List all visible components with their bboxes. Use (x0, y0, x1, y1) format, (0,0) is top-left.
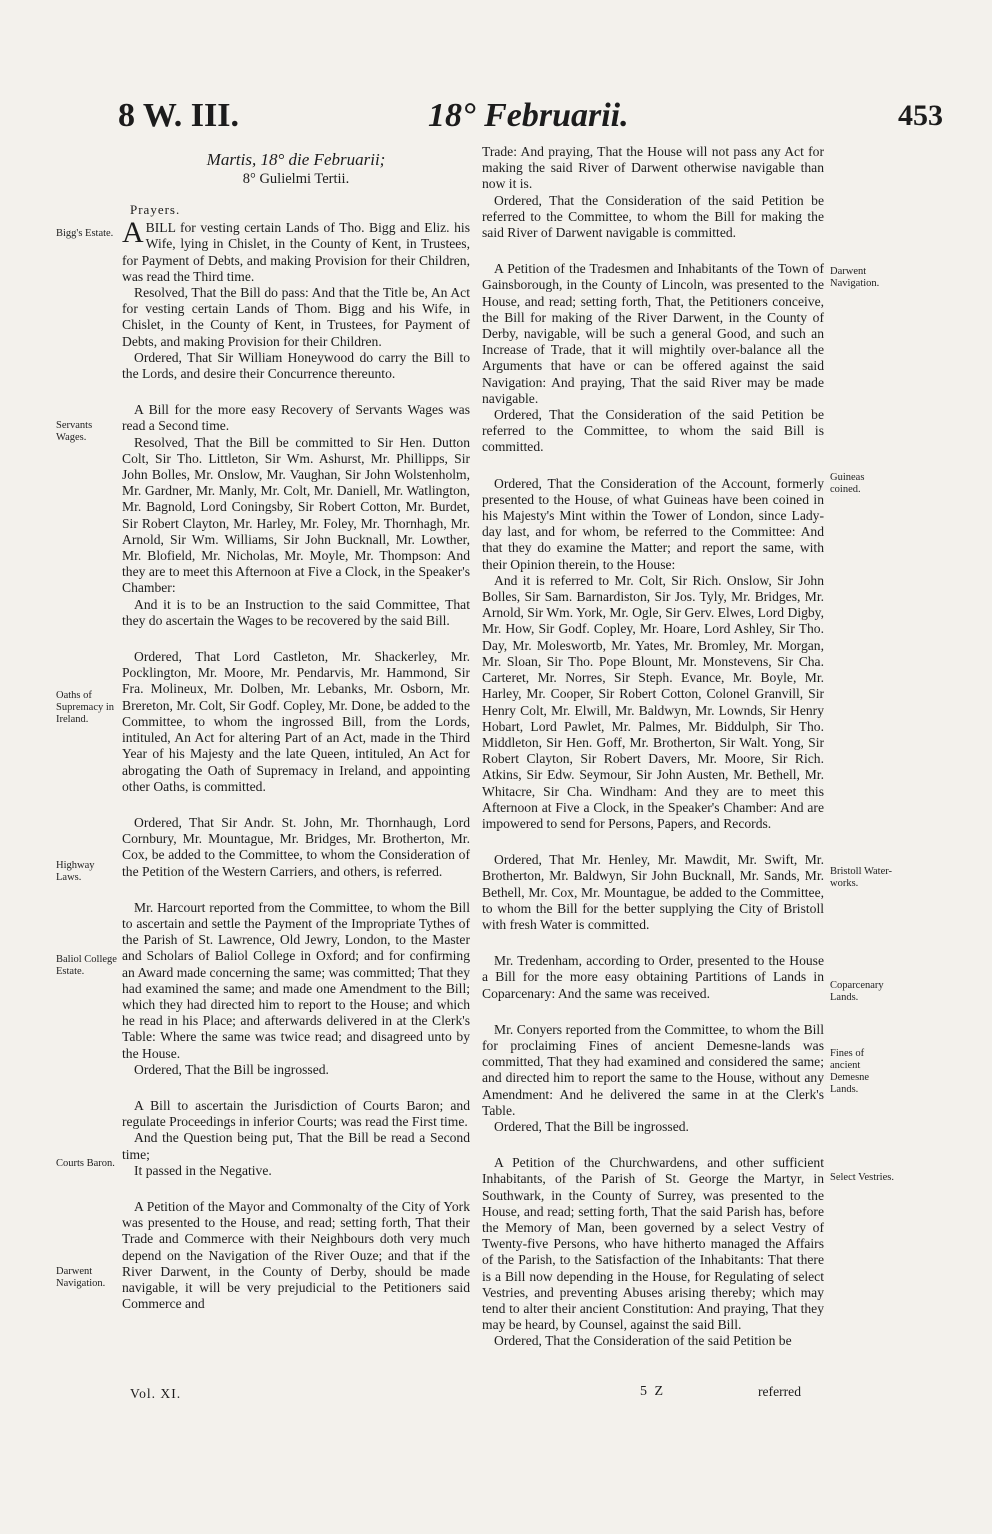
prayers-heading: Prayers. (130, 202, 181, 217)
volume-mark: Vol. XI. (130, 1386, 182, 1401)
paragraph: Ordered, That Sir William Honeywood do carry the Bill to the Lords, and desire their Concurrence thereunto. (122, 349, 470, 382)
paragraph: Ordered, That the Consideration of the said Petition be (494, 1333, 792, 1349)
running-head-date (428, 96, 629, 136)
margin-note-biggs-estate: Bigg's Estate. (56, 228, 114, 239)
reign-line: 8° Gulielmi Tertii. (242, 171, 350, 187)
paragraph: Ordered, That the Consideration of the Account, formerly presented to the House, of what Guineas have been coined in his Majesty's Mint within the Tower of London, since Lady-day last, and for whom, be referred to the Committee: And that they do examine the Matter; and report the same, with their Opinion therein, to the House: (482, 475, 824, 572)
margin-note-baliol: Baliol College Estate. (56, 954, 117, 977)
paragraph: And it is to be an Instruction to the said Committee, That they do ascertain the Wages to be recovered by the said Bill. (122, 596, 470, 628)
paragraph: Mr. Harcourt reported from the Committee, to whom the Bill to ascertain and settle the Payment of the Impropriate Tythes of the Parish of St. Lawrence, Old Jewry, London, to the Master and Scholars of Baliol College in Oxford; and for confirming an Award made concerning the same; was committed; That they had examined the same; and made one Amendment to the Bill; which they had directed him to report to the House; and which he read in his Place; and afterwards delivered in at the Clerk's Table: Where the same was twice read; and disagreed unto by the House. (122, 899, 470, 1061)
margin-note-bristoll: Bristoll Water-works. (830, 866, 893, 889)
margin-note-highway: Highway Laws. (56, 860, 95, 883)
paragraph: Ordered, That the Bill be ingrossed. (494, 1118, 689, 1134)
margin-note-vestries: Select Vestries. (830, 1172, 894, 1183)
margin-note-darwent-left: Darwent Navigation. (56, 1266, 106, 1289)
paragraph: Mr. Conyers reported from the Committee, to whom the Bill for proclaiming Fines of ancient Demesne-lands was committed, That they had examined and considered the same; and directed him to report the same to the House, without any Amendment: And he delivered the same in at the Clerk's Table. (482, 1021, 824, 1118)
running-head-date-text: 18° Februarii. (428, 97, 629, 134)
margin-note-servants-wages: Servants Wages. (56, 420, 93, 443)
paragraph: Ordered, That Mr. Henley, Mr. Mawdit, Mr. Swift, Mr. Brotherton, Mr. Baldwyn, Sir John Bucknall, Mr. Sands, Mr. Bethell, Mr. Cox, Mr. Mountague, be added to the Committee, to whom the Bill for the better supplying the City of Bristoll with fresh Water is committed. (482, 852, 824, 932)
paragraph: Resolved, That the Bill do pass: And that the Title be, An Act for vesting certain Lands of Thom. Bigg and his Wife, in Chislet, in the County of Kent, in Trustees, for Payment of Debts, and making Provision for their Children. (122, 285, 470, 349)
paragraph: Ordered, That the Bill be ingrossed. (134, 1061, 329, 1077)
margin-note-darwent-right: Darwent Navigation. (830, 266, 880, 289)
sitting-date: Martis, 18° die Februarii; (206, 150, 386, 169)
paragraph: ABILL for vesting certain Lands of Tho. Bigg and Eliz. his Wife, lying in Chislet, in the County of Kent, in Trustees, for Payment of Debts, and making Provision for their Children, was read the Third time. (122, 216, 470, 284)
margin-note-guineas: Guineas coined. (830, 472, 865, 495)
running-head-regnal-year: 8 W. III. (118, 97, 239, 134)
paragraph: A Petition of the Churchwardens, and other sufficient Inhabitants, of the Parish of St. George the Martyr, in Southwark, in the County of Surrey, was presented to the House, and read; setting forth, That the said Parish has, before the Memory of Man, been governed by a select Vestry of Twenty-five Persons, who have hitherto managed the Affairs of the Parish, to the Satisfaction of the Inhabitants: That there is a Bill now depending in the House, for Regulating of select Vestries, and preventing Abuses arising thereby; which may tend to alter their ancient Constitution: And praying, That they may be heard, by Counsel, against the said Bill. (482, 1155, 824, 1333)
paragraph: And the Question being put, That the Bill be read a Second time; (122, 1130, 470, 1162)
paragraph: A Bill for the more easy Recovery of Servants Wages was read a Second time. (122, 402, 470, 434)
paragraph: A Petition of the Tradesmen and Inhabitants of the Town of Gainsborough, in the County of Lincoln, was presented to the House, and read; setting forth, That, the Petitioners conceive, the Bill for making of the River Darwent, in the County of Derby, navigable, will be such a general Good, and such an Increase of Trade, that it will mightily over-balance all the Arguments that have or can be offered against the said Navigation: And praying, That the said River may be made navigable. (482, 261, 824, 406)
margin-note-courts-baron: Courts Baron. (56, 1158, 115, 1169)
left-column (122, 150, 470, 1312)
catchword: referred (758, 1384, 802, 1399)
paragraph: A Bill to ascertain the Jurisdiction of Courts Baron; and regulate Proceedings in inferior Courts; was read the First time. (122, 1097, 470, 1130)
paragraph: And it is referred to Mr. Colt, Sir Rich. Onslow, Sir John Bolles, Sir Sam. Barnardiston, Sir Jos. Tyly, Mr. Bridges, Mr. Arnold, Sir Wm. York, Mr. Ogle, Sir Gerv. Elwes, Lord Digby, Mr. How, Sir Godf. Copley, Mr. Hoare, Lord Ashley, Sir Tho. Day, Mr. Moleswortb, Mr. Yates, Mr. Bromley, Mr. Morgan, Mr. Sloan, Sir Tho. Pope Blount, Mr. Monstevens, Sir Cha. Carteret, Mr. Norres, Sir Steph. Evance, Mr. Boyle, Mr. Harley, Mr. Cooper, Sir Robert Cotton, Colonel Granvill, Sir Henry Colt, Mr. Elwill, Mr. Baldwyn, Mr. Lownds, Sir Henry Hobart, Lord Pawlet, Mr. Palmes, Mr. Biddulph, Sir Tho. Middleton, Sir Hen. Goff, Mr. Brotherton, Sir Walt. Yong, Sir Robert Clayton, Sir Robert Davers, Mr. Moore, Sir Rich. Atkins, Sir Edw. Seymour, Sir John Austen, Mr. Bethell, Mr. Whitacre, Sir Cha. Windham: And they are to meet this Afternoon at Five a Clock, in the Speaker's Chamber: And are impowered to send for Persons, Papers, and Records. (482, 572, 824, 831)
paragraph: Ordered, That the Consideration of the said Petition be referred to the Committee, to whom the Bill for making the said River of Darwent navigable is committed. (482, 192, 824, 241)
paragraph: Resolved, That the Bill be committed to Sir Hen. Dutton Colt, Sir Tho. Littleton, Sir Wm. Ashurst, Mr. Phillipps, Sir John Bolles, Mr. Onslow, Mr. Vaughan, Sir John Wolstenholm, Mr. Gardner, Mr. Manly, Mr. Colt, Mr. Daniell, Mr. Watlington, Mr. Bagnold, Lord Coningsby, Sir Robert Cotton, Mr. Burdet, Sir Robert Clayton, Mr. Harley, Mr. Foley, Mr. Thornhagh, Mr. Arnold, Sir Wm. Williams, Sir John Bucknall, Mr. Lowther, Mr. Blofield, Mr. Nicholas, Mr. Moyle, Mr. Thompson: And they are to meet this Afternoon at Five a Clock, in the Speaker's Chamber: (122, 434, 470, 596)
page-number: 453 (898, 99, 943, 132)
right-column (482, 144, 824, 1350)
margin-note-fines: Fines of ancient Demesne Lands. (830, 1048, 870, 1095)
margin-note-coparcenary: Coparcenary Lands. (830, 980, 884, 1003)
paragraph: Ordered, That Sir Andr. St. John, Mr. Thornhaugh, Lord Cornbury, Mr. Mountague, Mr. Bridges, Mr. Brotherton, Mr. Cox, be added to the Committee, to whom the Consideration of the Petition of the Western Carriers, and others, is referred. (122, 814, 470, 879)
paragraph: Ordered, That Lord Castleton, Mr. Shackerley, Mr. Pocklington, Mr. Moore, Mr. Pendarvis, Mr. Hammond, Sir Fra. Molineux, Mr. Dolben, Mr. Lebanks, Mr. Osborn, Mr. Brereton, Mr. Colt, Sir Godf. Copley, Mr. Done, be added to the Committee, to whom the ingrossed Bill, from the Lords, intituled, An Act for altering Part of an Act, made in the Third Year of his Majesty and the late Queen, intituled, An Act for abrogating the Oath of Supremacy in Ireland, and appointing other Oaths, is committed. (122, 649, 470, 794)
paragraph: Trade: And praying, That the House will not pass any Act for making the said River of Darwent otherwise navigable than now it is. (482, 144, 824, 192)
paragraph: It passed in the Negative. (134, 1162, 272, 1178)
paragraph: Ordered, That the Consideration of the said Petition be referred to the Committee, to whom the said Bill is committed. (482, 407, 824, 455)
margin-note-oaths: Oaths of Supremacy in Ireland. (56, 690, 115, 725)
paragraph: Mr. Tredenham, according to Order, presented to the House a Bill for the more easy obtaining Partitions of Lands in Coparcenary: And the same was received. (482, 953, 824, 1001)
signature-mark: 5 Z (640, 1384, 666, 1399)
paragraph: A Petition of the Mayor and Commonalty of the City of York was presented to the House, and read; setting forth, That their Trade and Commerce with their Neighbours doth very much depend on the Navigation of the River Ouze; and that if the River Darwent, in the County of Derby, should be made navigable, it will be very prejudicial to the Petitioners said Commerce and (122, 1198, 470, 1312)
